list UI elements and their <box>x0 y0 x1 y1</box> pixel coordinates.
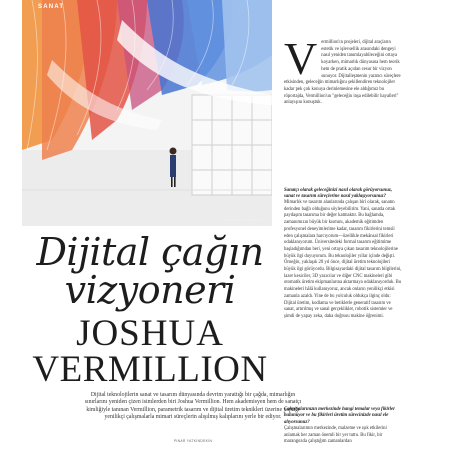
headline-name-2: VERMILLION <box>32 349 268 390</box>
article-column <box>284 33 402 111</box>
drop-cap: V <box>284 33 318 84</box>
installation-illustration <box>22 0 272 226</box>
headline-name-1: JOSHUA <box>76 313 224 354</box>
author-byline: PINAR YATKİNDEKİN <box>173 439 213 443</box>
lede-paragraph: Dijital teknolojilerin sanat ve tasarım dünyasında devrim yarattığı bir çağda, mimarlığın sınırlarını yeniden çizen isimlerden biri Joshua Vermillion. Hem akademisyen hem de sanatçı kimliğiyle tanınan Vermillion, parametrik tasarım ve dijital üretim teknikleri üzerine yaptığı yenilikçi çalışmalarla mimari süreçlerin alışılmış kalıplarını yerle bir ediyor. <box>84 392 302 421</box>
question-2: Çalışmalarınızın merkezinde hangi temalar veya fikirler bulunuyor ve bu fikirleri üretim sürecinizde nasıl ele alıyorsunuz? <box>284 407 396 425</box>
answer-1: Mimarlık ve tasarım alanlarında çalışan biri olarak, sanatın derinden bağlı olduğunu söyleyebilirim. Yani, sanatla ortak paydaşım tasarıma bir değer katmaktır. Bu bağlamda, zamanımızın büyük bir kısmını, akademik eğitimden profesyonel deneyimlerime kadar, tasarım fikirlerini temsil eden çalışmalara harcıyorum—özellikle mekânsal fikirleri odaklanıyorum. Üniversitedeki formal tasarım eğitimime başladığımdan beri, yeni ortaya çıkan tasarım teknolojilerine büyük ilgi duyuyorum. Bu teknolojiler yıllar içinde değişti. Örneğin, yaklaşık 20 yıl önce, dijital üretim teknolojileri büyük ilgi görüyordu. Bilgisayardaki dijital tasarım bilgilerini, lazer kesiciler, 3D yazıcılar ve diğer CNC makineleri gibi otomatik üretim ekipmanlarına aktarmaya odaklanıyorduk. Bu makineleri hâlâ kullanıyoruz, ancak onların yenilikçi etkisi zamanla azaldı. Yine de bu yolculuk oldukça ilginç oldu: Dijital üretim, kodlama ve betiklerle generatif tasarım ve sanat, artırılmış ve sanal gerçeklikler, robotik sistemler ve şimdi de yapay zeka, daha doğrusu makine öğrenimi. <box>284 200 402 319</box>
section-label: SANAT <box>38 4 65 10</box>
intro-paragraph: ermillion'ın projeleri, dijital araçların estetik ve işlevsellik arasındaki dengeyi nasıl yeniden tanımlayabileceğini ortaya koyarken, mimarlık dünyasına hem teorik hem de pratik açıdan cesur bir vizyon sunuyor. Dijitalleşmenin yaratıcı süreçlere etkisinden, geleceğin mimarlığını şekillendiren teknolojiler kadar pek çok konuya derinlemesine ele aldığımız bu röportajda, Vermillion'un "geleceğin inşa edilebilir hayalleri" anlayışını konuştuk. <box>284 40 401 106</box>
headline-line-1: Dijital çağın <box>36 230 264 274</box>
answer-2: Çalışmalarımın merkezinde, malzeme ve ışık etkilerini anlamak her zaman önemli bir yer tuttu. Bu fikir, bir marangozda çalıştığım zamanlardan <box>284 426 387 445</box>
hero-photo <box>22 0 272 226</box>
headline-line-2: vizyoneri <box>64 268 236 312</box>
photo-caption: Strange Objects in the Office <box>222 218 266 222</box>
question-1: Sanatçı olarak geleceğinizi nasıl olarak görüyorsunuz, sanat ve tasarım süreçlerine nasıl yaklaşıyorsunuz? <box>284 188 392 200</box>
